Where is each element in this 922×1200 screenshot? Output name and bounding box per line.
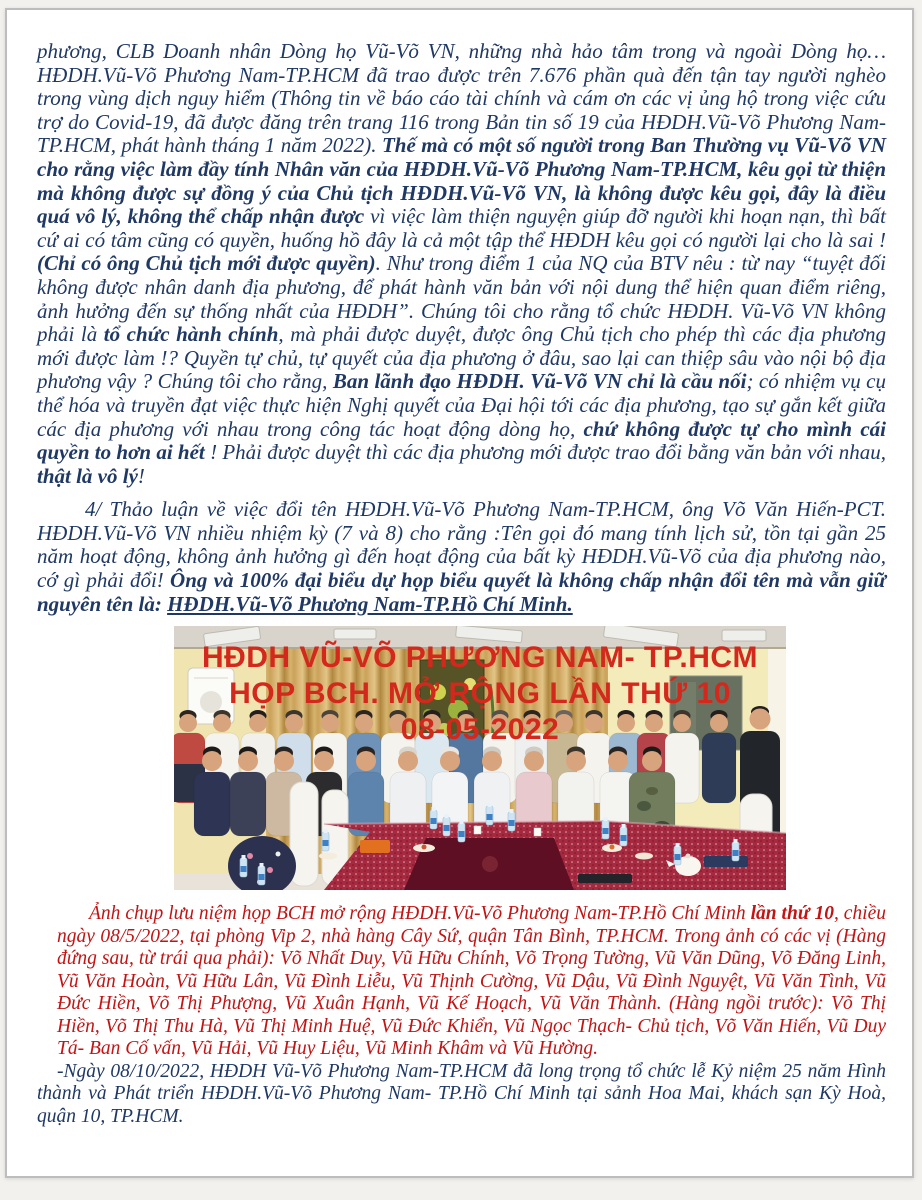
photo-caption: Ảnh chụp lưu niệm họp BCH mở rộng HĐDH.Vũ-Võ Phương Nam-TP.Hồ Chí Minh lần thứ 10, chiều ngày 08/5/2022, tại phòng Vip 2, nhà hàng Cây Sứ, quận Tân Bình, TP.HCM. Trong ảnh có các vị (Hàng đứng sau, từ trái qua phải): Võ Nhất Duy, Vũ Hữu Chính, Võ Trọng Tường, Vũ Văn Dũng, Võ Đăng Linh, Vũ Văn Hoàn, Vũ Hữu Lân, Vũ Đình Liễu, Vũ Thịnh Cường, Vũ Dậu, Vũ Đình Nguyệt, Vũ Văn Tình, Vũ Đức Hiền, Võ Thị Phượng, Vũ Xuân Hạnh, Vũ Kế Hoạch, Vũ Văn Thành. (Hàng ngồi trước): Võ Thị Hiền, Võ Thị Thu Hà, Vũ Thị Minh Huệ, Vũ Đức Khiển, Vũ Ngọc Thạch- Chủ tịch, Võ Văn Hiến, Vũ Duy Tá- Ban Cố vấn, Vũ Hải, Vũ Huy Liệu, Vũ Minh Khâm và Vũ Hường. — [57, 903, 886, 1060]
photo-overlay-line-1: HĐDH VŨ-VÕ PHƯƠNG NAM- TP.HCM — [201, 641, 759, 675]
page-content — [37, 40, 886, 1160]
document-page — [5, 8, 914, 1178]
closing-paragraph: -Ngày 08/10/2022, HĐDH Vũ-Võ Phương Nam-TP.HCM đã long trọng tổ chức lễ Kỷ niệm 25 năm Hình thành và Phát triển HĐDH.Vũ-Võ Phương Nam- TP.Hồ Chí Minh tại sảnh Hoa Mai, khách sạn Kỳ Hoà, quận 10, TP.HCM. — [37, 1060, 886, 1127]
paragraph-charity: phương, CLB Doanh nhân Dòng họ Vũ-Võ VN, những nhà hảo tâm trong và ngoài Dòng họ…HĐDH.Vũ-Võ Phương Nam-TP.HCM đã trao được trên 7.676 phần quà đến tận tay người nghèo trong vùng dịch nguy hiểm (Thông tin về báo cáo tài chính và cám ơn các vị ủng hộ trong việc cứu trợ do Covid-19, đã được đăng trên trang 116 trong Bản tin số 19 của HĐDH.Vũ-Võ Phương Nam-TP.HCM, phát hành tháng 1 năm 2022). Thế mà có một số người trong Ban Thường vụ Vũ-Võ VN cho rằng việc làm đầy tính Nhân văn của HĐDH.Vũ-Võ Phương Nam-TP.HCM, kêu gọi từ thiện mà không được sự đồng ý của Chủ tịch HĐDH.Vũ-Võ VN, là không được kêu gọi, đây là điều quá vô lý, không thể chấp nhận được vì việc làm thiện nguyện giúp đỡ người khi hoạn nạn, thì bất cứ ai có tâm cũng có quyền, huống hồ đây là cả một tập thể HĐDH kêu gọi có người lại cho là sai ! (Chỉ có ông Chủ tịch mới được quyền). Như trong điểm 1 của NQ của BTV nêu : từ nay “tuyệt đối không được nhân danh địa phương, để phát hành văn bản với nội dung thể hiện quan điểm riêng, ảnh hưởng đến sự thống nhất của HĐDH”. Chúng tôi cho rằng tổ chức HĐDH. Vũ-Võ VN không phải là tổ chức hành chính, mà phải được duyệt, được ông Chủ tịch cho phép thì các địa phương mới được làm !? Quyền tự chủ, tự quyết của địa phương ở đâu, sao lại can thiệp sâu vào nội bộ địa phương vậy ? Chúng tôi cho rằng, Ban lãnh đạo HĐDH. Vũ-Võ VN chỉ là cầu nối; có nhiệm vụ cụ thể hóa và truyền đạt việc thực hiện Nghị quyết của Đại hội tới các địa phương, tạo sự gắn kết giữa các địa phương với nhau trong công tác hoạt động dòng họ, chứ không được tự cho mình cái quyền to hơn ai hết ! Phải được duyệt thì các địa phương mới được trao đổi bằng văn bản với nhau, thật là vô lý! — [37, 39, 887, 488]
photo-overlay-title — [174, 640, 786, 748]
meeting-photo — [174, 626, 786, 890]
meeting-table — [324, 821, 786, 890]
photo-overlay-line-2: HỌP BCH. MỞ RỘNG LẦN THỨ 10 — [229, 677, 731, 711]
photo-overlay-line-3: 08-05-2022 — [400, 713, 560, 747]
paragraph-rename-discussion: 4/ Thảo luận về việc đổi tên HĐDH.Vũ-Võ Phương Nam-TP.HCM, ông Võ Văn Hiến-PCT. HĐDH.Vũ-Võ VN nhiều nhiệm kỳ (7 và 8) cho rằng :Tên gọi đó mang tính lịch sử, tồn tại gần 25 năm hoạt động, không ảnh hưởng gì đến hoạt động của bất kỳ HĐDH.Vũ-Võ của địa phương nào, cớ gì phải đổi! Ông và 100% đại biểu dự họp biểu quyết là không chấp nhận đổi tên mà vẫn giữ nguyên tên là: HĐDH.Vũ-Võ Phương Nam-TP.Hồ Chí Minh. — [37, 497, 886, 616]
